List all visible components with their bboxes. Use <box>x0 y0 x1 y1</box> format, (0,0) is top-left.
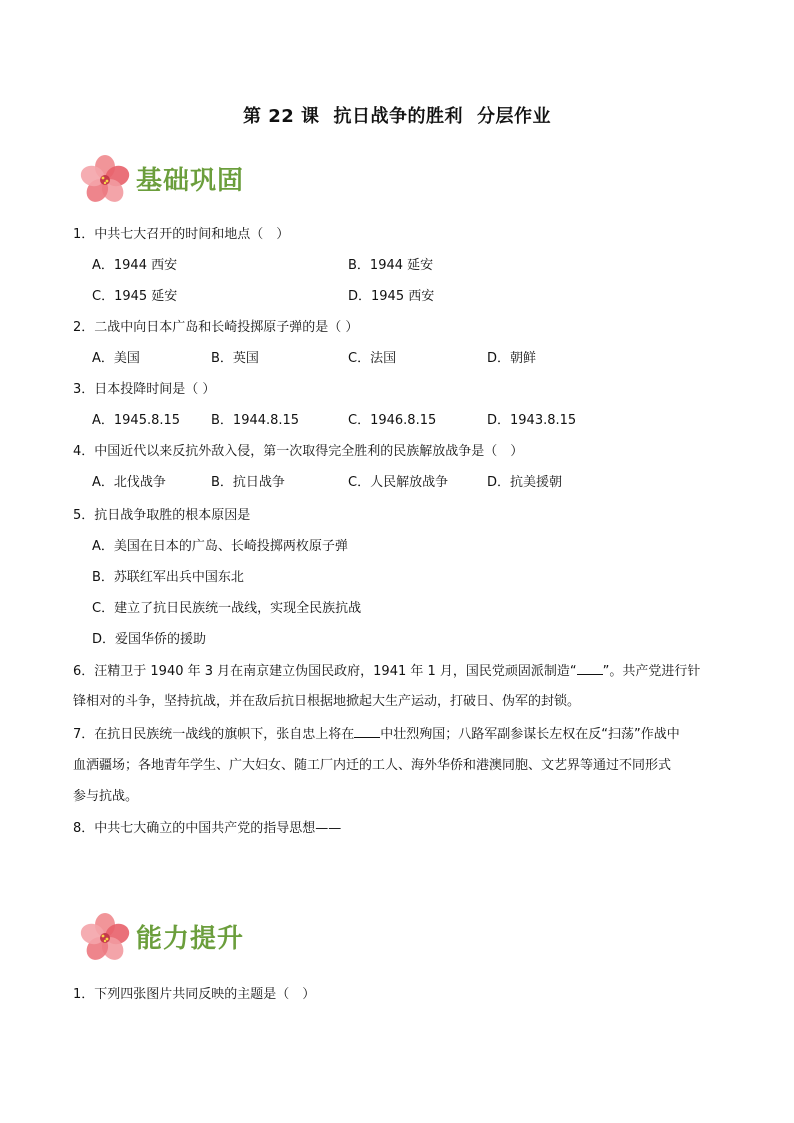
q3-option-c: C．1946.8.15 <box>348 413 437 428</box>
question-2-stem: 2．二战中向日本广岛和长崎投掷原子弹的是（ ） <box>73 320 359 335</box>
lesson-topic: 抗日战争的胜利 <box>333 106 464 127</box>
lesson-number: 第 22 课 <box>242 106 320 127</box>
section-advanced-header <box>74 910 334 966</box>
q5-option-d: D．爱国华侨的援助 <box>92 632 207 647</box>
question-7-line-1: 7．在抗日民族统一战线的旗帜下，张自忠上将在 中壮烈殉国；八路军副参谋长左权在反“扫荡”作战中 <box>73 727 680 742</box>
q2-option-a: A．美国 <box>92 351 140 366</box>
section-basic-header <box>74 152 334 208</box>
question-7-line-3: 参与抗战。 <box>73 789 139 804</box>
question-3-stem: 3．日本投降时间是（ ） <box>73 382 216 397</box>
question-4-stem: 4．中国近代以来反抗外敌入侵，第一次取得完全胜利的民族解放战争是（ ） <box>73 444 524 459</box>
section-title: 基础巩固 <box>136 166 245 196</box>
question-7-line-2: 血洒疆场；各地青年学生、广大妇女、随工厂内迁的工人、海外华侨和港澳同胞、文艺界等通过不同形式 <box>73 758 672 773</box>
q3-option-b: B．1944.8.15 <box>211 413 300 428</box>
q5-option-b: B．苏联红军出兵中国东北 <box>92 570 244 585</box>
q4-option-a: A．北伐战争 <box>92 475 166 490</box>
question-6-line-2: 锋相对的斗争，坚持抗战，并在敌后抗日根据地掀起大生产运动，打破日、伪军的封锁。 <box>73 694 581 709</box>
q5-option-a: A．美国在日本的广岛、长崎投掷两枚原子弹 <box>92 539 348 554</box>
q1-option-c: C．1945 延安 <box>92 289 178 304</box>
q1-option-a: A．1944 西安 <box>92 258 178 273</box>
q4-option-d: D．抗美援朝 <box>487 475 563 490</box>
q1-option-d: D．1945 西安 <box>348 289 435 304</box>
question-8-stem: 8．中共七大确立的中国共产党的指导思想—— <box>73 821 342 836</box>
q3-option-d: D．1943.8.15 <box>487 413 577 428</box>
question-5-stem: 5．抗日战争取胜的根本原因是 <box>73 508 251 523</box>
question-1-stem: 1．中共七大召开的时间和地点（ ） <box>73 227 290 242</box>
flower-icon <box>74 910 136 966</box>
q5-option-c: C．建立了抗日民族统一战线，实现全民族抗战 <box>92 601 362 616</box>
q1-option-b: B．1944 延安 <box>348 258 434 273</box>
assignment-kind: 分层作业 <box>477 106 552 127</box>
q3-option-a: A．1945.8.15 <box>92 413 181 428</box>
advanced-question-1-stem: 1．下列四张图片共同反映的主题是（ ） <box>73 987 316 1002</box>
answer-blank <box>354 725 380 738</box>
flower-icon <box>74 152 136 208</box>
answer-blank <box>577 662 603 675</box>
q4-option-b: B．抗日战争 <box>211 475 285 490</box>
question-6-line-1: 6．汪精卫于 1940 年 3 月在南京建立伪国民政府，1941 年 1 月，国民党顽固派制造“ ”。共产党进行针 <box>73 664 701 679</box>
section-title: 能力提升 <box>136 924 245 954</box>
q2-option-d: D．朝鲜 <box>487 351 537 366</box>
q2-option-b: B．英国 <box>211 351 259 366</box>
q2-option-c: C．法国 <box>348 351 397 366</box>
q4-option-c: C．人民解放战争 <box>348 475 449 490</box>
page-title <box>0 102 794 128</box>
